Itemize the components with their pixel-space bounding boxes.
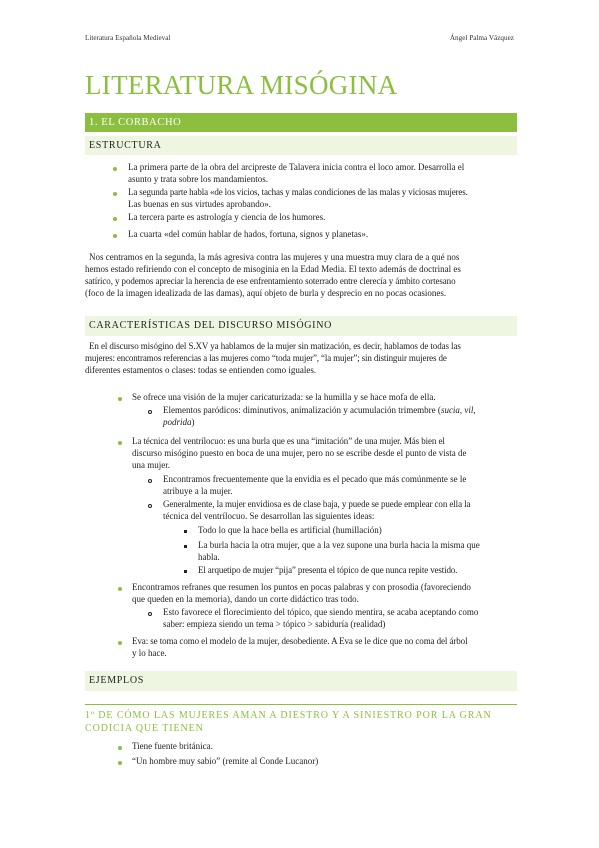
bullet-icon: [113, 167, 117, 171]
caracteristicas-item-3-sub-line-1: Esto favorece el florecimiento del tópico, que siendo mentira, se acaba aceptando como: [163, 607, 479, 617]
caracteristicas-item-3-sub-line-2: saber: empieza siendo un tema > tópico > sabiduría (realidad): [163, 619, 386, 629]
idea-1: Todo lo que la hace bella es artificial (humillación): [198, 525, 382, 535]
estructura-para-line-2: hemos estado refiriendo con el concepto de misoginia en la Edad Media. El texto además de doctrinal es: [85, 264, 461, 274]
caracteristicas-item-3-line-2: que queden en la memoria), dando un corte didáctico tras todo.: [132, 594, 359, 604]
square-bullet-icon: [184, 570, 187, 573]
idea-2-line-2: habla.: [198, 552, 220, 562]
estructura-item-1-line-1: La primera parte de la obra del arcipreste de Talavera inicia contra el loco amor. Desarrolla el: [128, 162, 465, 172]
caracteristicas-item-1-sub-line-1: Elementos paródicos: diminutivos, animalización y acumulación trimembre (sucia, vil,: [163, 405, 476, 415]
bullet-icon: [118, 587, 122, 591]
estructura-para-line-1: Nos centramos en la segunda, la más agresiva contra las mujeres y una muestra muy clara de a qué nos: [89, 252, 460, 262]
caracteristicas-item-2-sub-2-line-1: Generalmente, la mujer envidiosa es de clase baja, y puede se puede emplear con ella la: [163, 499, 471, 509]
ejemplo-1-item-1: Tiene fuente británica.: [132, 741, 213, 751]
caracteristicas-item-4-line-2: y lo hace.: [132, 648, 167, 658]
caracteristicas-item-2-sub-1-line-1: Encontramos frecuentemente que la envidia es el pecado que más comúnmente se le: [163, 474, 467, 484]
estructura-item-4: La cuarta «del común hablar de hados, fortuna, signos y planetas».: [128, 229, 369, 239]
caracteristicas-item-4-line-1: Eva: se toma como el modelo de la mujer, desobediente. A Eva se le dice que no coma del árbol: [132, 636, 468, 646]
sub-bullet-icon: [148, 504, 152, 508]
square-bullet-icon: [184, 530, 187, 533]
bullet-icon: [118, 761, 122, 765]
idea-2-line-1: La burla hacia la otra mujer, que a la vez supone una burla hacia la misma que: [198, 540, 480, 550]
caracteristicas-item-2-line-1: La técnica del ventrílocuo: es una burla que es una “imitación” de una mujer. Más bien el: [132, 436, 445, 446]
subheading-ejemplos: EJEMPLOS: [85, 671, 517, 691]
page-header: [85, 34, 514, 46]
caracteristicas-item-1: Se ofrece una visión de la mujer caricaturizada: se la humilla y se hace mofa de ella.: [132, 392, 436, 402]
caracteristicas-para-line-2: mujeres: encontramos referencias a las mujeres como “toda mujer”, “la mujer”; sin distinguir mujeres de: [85, 353, 447, 363]
bullet-icon: [118, 441, 122, 445]
page-title: LITERATURA MISÓGINA: [85, 70, 398, 100]
bullet-icon: [113, 217, 117, 221]
caracteristicas-item-2-line-3: una mujer.: [132, 460, 170, 470]
estructura-item-3: La tercera parte es astrología y ciencia de los humores.: [128, 212, 326, 222]
subheading-caracteristicas: CARACTERÍSTICAS DEL DISCURSO MISÓGINO: [85, 316, 517, 336]
ejemplo-1-item-2: “Un hombre muy sabio” (remite al Conde Lucanor): [132, 756, 319, 766]
bullet-icon: [118, 641, 122, 645]
caracteristicas-item-2-line-2: discurso misógino puesto en boca de una mujer, pero no se escribe desde el punto de vista de: [132, 448, 467, 458]
caracteristicas-item-3-line-1: Encontramos refranes que resumen los puntos en pocas palabras y con prosodia (favoreciendo: [132, 582, 471, 592]
ejemplo-rule: [85, 704, 517, 705]
caracteristicas-para-line-1: En el discurso misógino del S.XV ya hablamos de la mujer sin matización, es decir, hablamos de todas las: [89, 341, 461, 351]
caracteristicas-item-2-sub-2-line-2: técnica del ventrílocuo. Se desarrollan las siguientes ideas:: [163, 511, 375, 521]
caracteristicas-item-2-sub-1-line-2: atribuye a la mujer.: [163, 486, 233, 496]
sub-bullet-icon: [148, 612, 152, 616]
sub-bullet-icon: [148, 410, 152, 414]
section-heading-corbacho: 1. EL CORBACHO: [85, 113, 517, 132]
estructura-para-line-4: (foco de la imagen idealizada de las damas), aquí objeto de burla y desprecio en no pocas ocasiones.: [85, 288, 447, 298]
bullet-icon: [118, 397, 122, 401]
sub-bullet-icon: [148, 479, 152, 483]
bullet-icon: [113, 234, 117, 238]
ejemplo-1-heading-line-2: CODICIA QUE TIENEN: [85, 723, 204, 734]
header-author: Ángel Palma Vázquez: [449, 34, 514, 42]
estructura-item-2-line-2: Las buenas en sus virtudes aprobando».: [128, 199, 271, 209]
subheading-estructura: ESTRUCTURA: [85, 136, 517, 155]
bullet-icon: [113, 192, 117, 196]
header-course: Literatura Española Medieval: [85, 34, 171, 42]
idea-3: El arquetipo de mujer “pija” presenta el tópico de que nunca repite vestido.: [198, 565, 458, 575]
estructura-para-line-3: satírico, y podemos apreciar la herencia de ese enfrentamiento soterrado entre clerecía y ámbito cortesano: [85, 276, 456, 286]
caracteristicas-item-1-sub-line-2: podrida): [163, 417, 195, 427]
caracteristicas-para-line-3: diferentes estamentos o clases: todas se entienden como iguales.: [85, 365, 317, 375]
estructura-item-2-line-1: La segunda parte habla «de los vicios, tachas y malas condiciones de las malas y viciosas mujeres.: [128, 187, 468, 197]
bullet-icon: [118, 746, 122, 750]
ejemplo-1-heading-line-1: 1º DE CÓMO LAS MUJERES AMAN A DIESTRO Y A SINIESTRO POR LA GRAN: [85, 710, 492, 721]
estructura-item-1-line-2: asunto y trata sobre los mandamientos.: [128, 174, 268, 184]
square-bullet-icon: [184, 545, 187, 548]
